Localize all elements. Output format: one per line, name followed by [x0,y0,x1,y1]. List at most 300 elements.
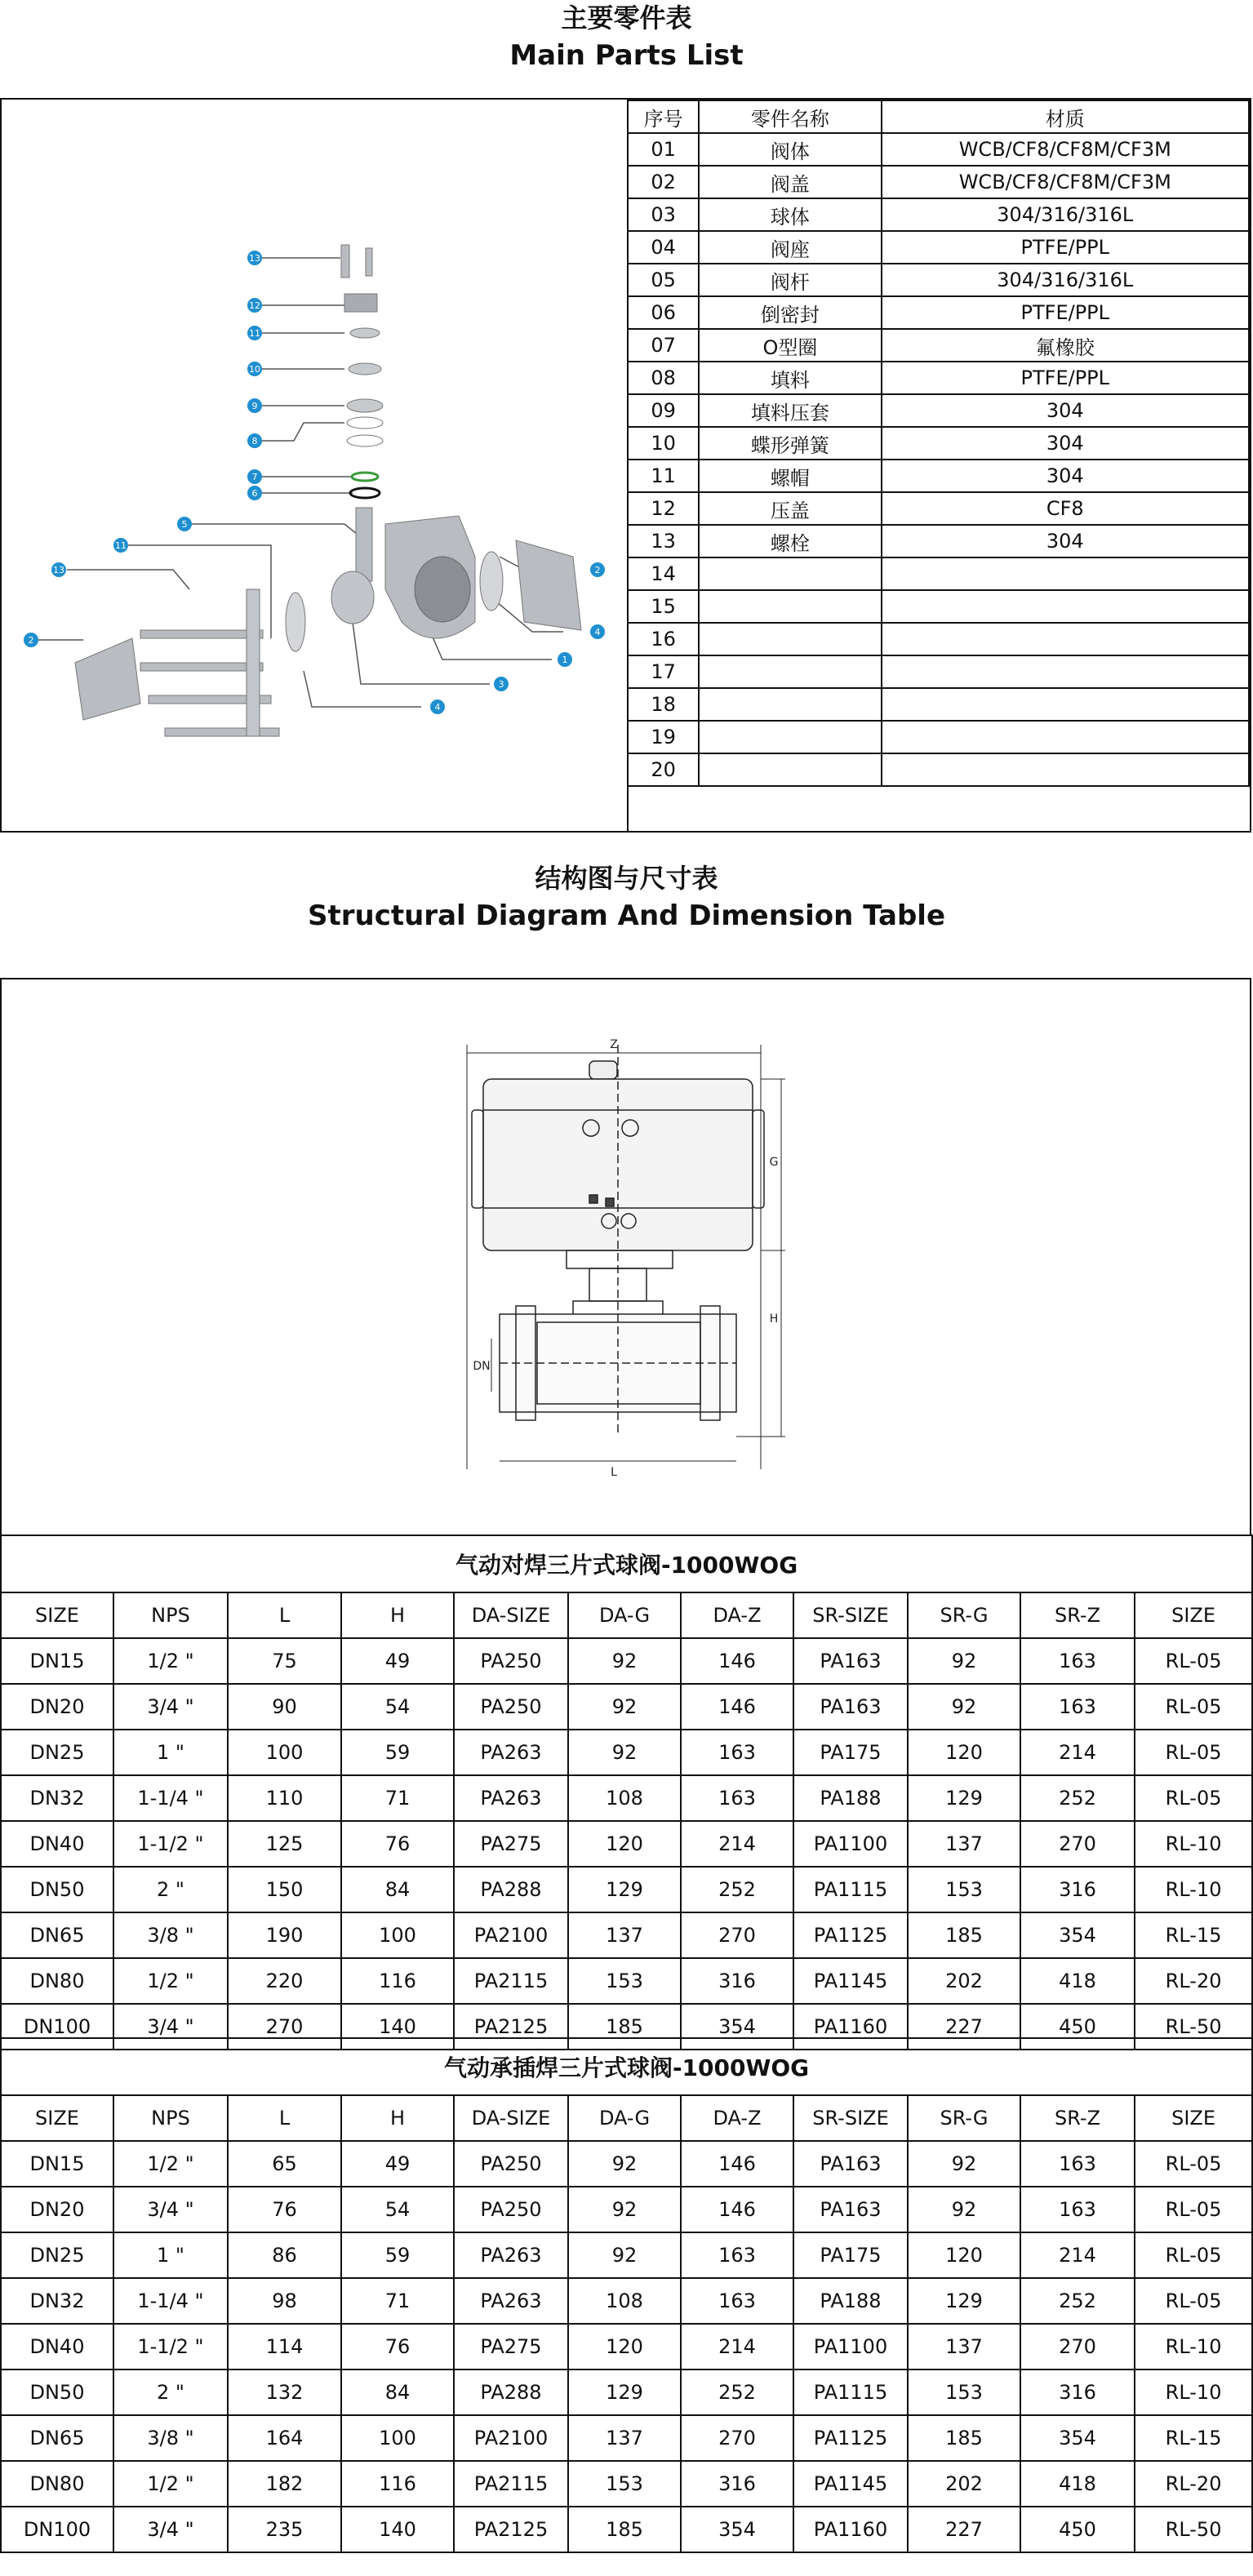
table-cell: RL-05 [1135,1638,1252,1684]
table-cell: DN40 [1,1821,113,1867]
table-cell: 3/4 " [113,2004,228,2050]
table-cell: 146 [681,1638,793,1684]
table-cell: PA275 [454,2324,568,2369]
header-cell: SR-SIZE [793,2095,908,2141]
table-cell: 137 [568,2415,681,2461]
header-cell: SR-Z [1020,2095,1135,2141]
table-cell: PA250 [454,2187,568,2232]
table-row [1,2141,1252,2187]
part-callouts [24,251,605,714]
table-cell: RL-05 [1135,1730,1252,1775]
table-cell: 92 [568,1730,681,1775]
parts-table-row [628,688,1249,721]
structural-title-en: Structural Diagram And Dimension Table [307,899,946,932]
table-cell: 140 [341,2507,454,2552]
table-cell: RL-05 [1135,2187,1252,2232]
valve-parts [75,245,581,736]
table-cell: 214 [1020,1730,1135,1775]
table-cell: 3/4 " [113,2507,228,2552]
table-row [1,2415,1252,2461]
parts-table-cell: 阀杆 [699,264,881,296]
parts-table-cell: 304 [882,394,1249,427]
table-cell: 164 [228,2415,341,2461]
structural-title [0,860,1253,935]
parts-table-cell: 螺栓 [699,525,881,557]
header-cell: SIZE [1135,2095,1252,2141]
table-cell: 1 " [113,1730,228,1775]
table-cell: 270 [228,2004,341,2050]
header-cell: 序号 [628,100,699,133]
table-row [1,1958,1252,2004]
table-cell: 100 [341,1912,454,1958]
table-row [1,2369,1252,2415]
parts-table-row [628,231,1249,264]
table-cell: 129 [908,1775,1020,1821]
callout-label: 5 [181,519,188,530]
table-cell: PA2125 [454,2004,568,2050]
dimension-table-body [1,1535,1252,2050]
structural-title-zh: 结构图与尺寸表 [535,863,718,894]
parts-table-cell [882,557,1249,590]
table-cell: 252 [681,1867,793,1912]
header-cell: H [341,1592,454,1638]
parts-table-cell: 14 [628,557,699,590]
table-cell: 116 [341,1958,454,2004]
parts-table-cell: 球体 [699,198,881,231]
table-cell: PA263 [454,2278,568,2324]
main-parts-title-en: Main Parts List [509,39,744,72]
table-cell: 92 [908,1638,1020,1684]
parts-table-cell: WCB/CF8/CF8M/CF3M [882,166,1249,198]
table-cell: RL-50 [1135,2507,1252,2552]
parts-table-cell: 19 [628,721,699,753]
table-cell: 270 [681,2415,793,2461]
parts-table-cell: O型圈 [699,329,881,362]
parts-table-cell: 03 [628,198,699,231]
table-cell: PA263 [454,1730,568,1775]
parts-table-row [628,525,1249,557]
table-cell: 270 [1020,2324,1135,2369]
table-cell: 140 [341,2004,454,2050]
parts-table-cell: 螺帽 [699,460,881,492]
parts-table-row [628,198,1249,231]
table-cell: 76 [341,2324,454,2369]
parts-table-header [628,100,1249,133]
table-cell: RL-10 [1135,1867,1252,1912]
parts-table-row [628,655,1249,688]
table-cell: 252 [1020,2278,1135,2324]
table-cell: 84 [341,1867,454,1912]
parts-table-cell: WCB/CF8/CF8M/CF3M [882,133,1249,166]
table-cell: PA1115 [793,1867,908,1912]
table-cell: 163 [681,2232,793,2278]
parts-table-row [628,753,1249,786]
callout-label: 4 [594,627,601,637]
table-cell: 59 [341,1730,454,1775]
table-cell: PA2115 [454,2461,568,2507]
header-cell: H [341,2095,454,2141]
parts-table-cell [882,688,1249,721]
dimension-table-socketweld [0,2037,1253,2553]
parts-table-cell [699,655,881,688]
table-caption: 气动承插焊三片式球阀-1000WOG [1,2038,1252,2095]
table-cell: DN32 [1,2278,113,2324]
table-cell: 163 [1020,1684,1135,1730]
header-cell: SR-G [908,2095,1020,2141]
table-cell: 185 [568,2004,681,2050]
parts-table-body [628,133,1249,786]
table-cell: 227 [908,2507,1020,2552]
table-cell: 235 [228,2507,341,2552]
callout-label: 4 [434,702,441,713]
table-cell: 153 [908,2369,1020,2415]
parts-table-cell: 氟橡胶 [882,329,1249,362]
callout-label: 13 [53,565,64,575]
table-cell: 86 [228,2232,341,2278]
table-cell: PA175 [793,1730,908,1775]
table-cell: 1-1/2 " [113,2324,228,2369]
table-cell: PA1160 [793,2004,908,2050]
parts-table-row [628,623,1249,655]
table-cell: PA250 [454,1684,568,1730]
parts-table-row [628,296,1249,329]
callout-label: 13 [249,253,260,264]
table-cell: DN32 [1,1775,113,1821]
table-row [1,2278,1252,2324]
parts-table-cell: 304 [882,460,1249,492]
table-cell: RL-05 [1135,2141,1252,2187]
table-cell: RL-20 [1135,1958,1252,2004]
table-cell: 129 [568,1867,681,1912]
table-cell: 49 [341,2141,454,2187]
table-cell: 150 [228,1867,341,1912]
table-cell: RL-20 [1135,2461,1252,2507]
table-cell: 182 [228,2461,341,2507]
table-cell: 316 [1020,2369,1135,2415]
table-cell: 92 [568,2141,681,2187]
table-cell: DN15 [1,1638,113,1684]
table-cell: 354 [681,2004,793,2050]
parts-table-row [628,362,1249,394]
table-cell: 163 [1020,1638,1135,1684]
table-cell: PA263 [454,2232,568,2278]
exploded-view-image [2,100,629,831]
parts-table-cell: 压盖 [699,492,881,525]
parts-table-row [628,721,1249,753]
header-cell: L [228,2095,341,2141]
table-cell: 1-1/4 " [113,1775,228,1821]
parts-table-cell: 02 [628,166,699,198]
table-cell: 137 [568,1912,681,1958]
table-cell: 92 [908,2187,1020,2232]
table-cell: 3/8 " [113,2415,228,2461]
dim-label-l: L [611,1466,617,1479]
table-cell: PA163 [793,1638,908,1684]
table-cell: 54 [341,1684,454,1730]
table-cell: 214 [1020,2232,1135,2278]
dimension-table-buttweld [0,1534,1253,2050]
table-cell: RL-10 [1135,2324,1252,2369]
parts-table-row [628,460,1249,492]
table-row [1,1775,1252,1821]
table-cell: RL-05 [1135,1775,1252,1821]
table-cell: 214 [681,2324,793,2369]
table-header-row [1,1592,1252,1638]
table-cell: 354 [681,2507,793,2552]
header-cell: SIZE [1,2095,113,2141]
table-cell: 185 [908,2415,1020,2461]
table-cell: PA1145 [793,1958,908,2004]
table-cell: PA163 [793,1684,908,1730]
parts-table-row [628,166,1249,198]
callout-label: 11 [115,540,127,551]
table-cell: 252 [681,2369,793,2415]
table-cell: 220 [228,1958,341,2004]
parts-table-cell: 倒密封 [699,296,881,329]
table-cell: 354 [1020,1912,1135,1958]
table-cell: PA288 [454,2369,568,2415]
table-cell: DN80 [1,1958,113,2004]
table-row [1,1730,1252,1775]
table-cell: 153 [908,1867,1020,1912]
table-cell: 1-1/4 " [113,2278,228,2324]
table-cell: 100 [228,1730,341,1775]
callout-label: 2 [594,565,601,575]
table-cell: 270 [1020,1821,1135,1867]
header-cell: NPS [113,2095,228,2141]
table-cell: 354 [1020,2415,1135,2461]
table-cell: 252 [1020,1775,1135,1821]
parts-table-row [628,394,1249,427]
table-cell: 3/4 " [113,1684,228,1730]
table-cell: PA163 [793,2141,908,2187]
table-cell: 1/2 " [113,2141,228,2187]
table-cell: 163 [681,1775,793,1821]
parts-table-cell: 04 [628,231,699,264]
parts-table-cell [699,590,881,623]
table-caption-row [1,2038,1252,2095]
table-cell: 1/2 " [113,1958,228,2004]
table-cell: PA263 [454,1775,568,1821]
callout-label: 2 [28,635,34,646]
table-cell: 59 [341,2232,454,2278]
table-cell: 125 [228,1821,341,1867]
table-cell: PA1115 [793,2369,908,2415]
table-cell: DN20 [1,2187,113,2232]
actuator-drawing [467,1045,785,1469]
table-cell: RL-10 [1135,1821,1252,1867]
parts-table-cell: 05 [628,264,699,296]
parts-table-cell: 12 [628,492,699,525]
header-cell: 材质 [882,100,1249,133]
header-cell: DA-Z [681,1592,793,1638]
table-row [1,2232,1252,2278]
table-cell: 129 [908,2278,1020,2324]
table-cell: DN100 [1,2507,113,2552]
parts-table-cell: PTFE/PPL [882,296,1249,329]
table-cell: PA163 [793,2187,908,2232]
header-cell: NPS [113,1592,228,1638]
table-cell: 153 [568,2461,681,2507]
table-cell: PA2125 [454,2507,568,2552]
table-cell: DN80 [1,2461,113,2507]
table-cell: 163 [681,1730,793,1775]
table-row [1,1684,1252,1730]
table-cell: RL-05 [1135,2232,1252,2278]
parts-table-cell [882,721,1249,753]
parts-table-cell [882,590,1249,623]
table-row [1,2324,1252,2369]
parts-table-row [628,264,1249,296]
parts-table-cell: 01 [628,133,699,166]
table-cell: 120 [568,1821,681,1867]
table-cell: 92 [908,2141,1020,2187]
table-cell: PA1125 [793,1912,908,1958]
table-cell: 92 [908,1684,1020,1730]
table-cell: 163 [1020,2187,1135,2232]
parts-table-cell [882,753,1249,786]
parts-table-row [628,133,1249,166]
table-cell: 76 [228,2187,341,2232]
table-cell: 92 [568,2187,681,2232]
table-row [1,2461,1252,2507]
table-cell: 316 [1020,1867,1135,1912]
header-cell: SR-Z [1020,1592,1135,1638]
table-cell: PA188 [793,2278,908,2324]
header-cell: DA-Z [681,2095,793,2141]
table-cell: 65 [228,2141,341,2187]
table-cell: 418 [1020,1958,1135,2004]
table-cell: 316 [681,2461,793,2507]
dim-label-dn: DN [473,1360,491,1373]
parts-table-cell: 蝶形弹簧 [699,427,881,460]
header-cell: DA-SIZE [454,1592,568,1638]
parts-table-cell: 09 [628,394,699,427]
table-cell: DN15 [1,2141,113,2187]
callout-label: 8 [251,436,258,446]
table-cell: DN25 [1,1730,113,1775]
header-cell: DA-SIZE [454,2095,568,2141]
parts-table-cell: 15 [628,590,699,623]
table-cell: 146 [681,2187,793,2232]
table-cell: 146 [681,1684,793,1730]
callout-label: 1 [562,655,568,665]
parts-table-cell: 18 [628,688,699,721]
table-cell: 153 [568,1958,681,2004]
parts-table-cell [699,753,881,786]
parts-table-cell: 17 [628,655,699,688]
table-cell: 185 [908,1912,1020,1958]
table-cell: 2 " [113,2369,228,2415]
table-cell: 418 [1020,2461,1135,2507]
parts-table-cell: 08 [628,362,699,394]
table-cell: RL-10 [1135,2369,1252,2415]
callout-label: 9 [251,401,258,411]
table-cell: 120 [908,2232,1020,2278]
table-cell: 227 [908,2004,1020,2050]
table-cell: DN50 [1,1867,113,1912]
parts-table-cell: 填料 [699,362,881,394]
table-cell: 71 [341,1775,454,1821]
table-cell: 2 " [113,1867,228,1912]
table-cell: RL-50 [1135,2004,1252,2050]
table-row [1,1638,1252,1684]
parts-table-cell: PTFE/PPL [882,231,1249,264]
table-cell: 3/8 " [113,1912,228,1958]
parts-table-cell: 阀座 [699,231,881,264]
table-row [1,1912,1252,1958]
callout-label: 3 [498,679,504,690]
header-cell: DA-G [568,2095,681,2141]
table-cell: 116 [341,2461,454,2507]
table-cell: 54 [341,2187,454,2232]
table-cell: 214 [681,1821,793,1867]
table-cell: PA2100 [454,1912,568,1958]
table-cell: DN20 [1,1684,113,1730]
table-cell: 120 [908,1730,1020,1775]
table-cell: PA288 [454,1867,568,1912]
main-parts-title [0,0,1253,75]
callout-label: 6 [251,488,258,499]
parts-table-cell: PTFE/PPL [882,362,1249,394]
exploded-view-drawing [2,100,627,831]
table-cell: 450 [1020,2507,1135,2552]
header-cell: SIZE [1,1592,113,1638]
parts-table-cell: 阀体 [699,133,881,166]
table-cell: RL-15 [1135,2415,1252,2461]
table-cell: 132 [228,2369,341,2415]
table-cell: PA2100 [454,2415,568,2461]
parts-table-row [628,427,1249,460]
parts-table-cell: 10 [628,427,699,460]
table-cell: 163 [1020,2141,1135,2187]
table-cell: 450 [1020,2004,1135,2050]
parts-table-row [628,492,1249,525]
table-cell: 108 [568,1775,681,1821]
table-cell: 137 [908,1821,1020,1867]
table-cell: PA1160 [793,2507,908,2552]
parts-table-cell: 20 [628,753,699,786]
table-cell: 146 [681,2141,793,2187]
structural-diagram [2,979,1251,1536]
table-cell: RL-15 [1135,1912,1252,1958]
table-cell: 1/2 " [113,1638,228,1684]
table-cell: RL-05 [1135,2278,1252,2324]
parts-list-panel [0,98,1251,833]
table-cell: PA1100 [793,2324,908,2369]
table-row [1,1821,1252,1867]
table-cell: 270 [681,1912,793,1958]
dim-label-g: G [769,1156,779,1169]
parts-table-cell: 304/316/316L [882,264,1249,296]
header-cell: SR-SIZE [793,1592,908,1638]
parts-table-cell: 304 [882,427,1249,460]
parts-table-cell [699,623,881,655]
parts-table-cell: 阀盖 [699,166,881,198]
parts-table-cell: 304 [882,525,1249,557]
callout-label: 7 [251,472,258,482]
table-cell: DN50 [1,2369,113,2415]
parts-table-cell: CF8 [882,492,1249,525]
table-caption-row [1,1535,1252,1592]
table-cell: 120 [568,2324,681,2369]
table-cell: 3/4 " [113,2187,228,2232]
table-cell: DN25 [1,2232,113,2278]
dim-label-h: H [769,1312,779,1326]
parts-table-row [628,557,1249,590]
header-cell: 零件名称 [699,100,881,133]
parts-table-cell: 11 [628,460,699,492]
